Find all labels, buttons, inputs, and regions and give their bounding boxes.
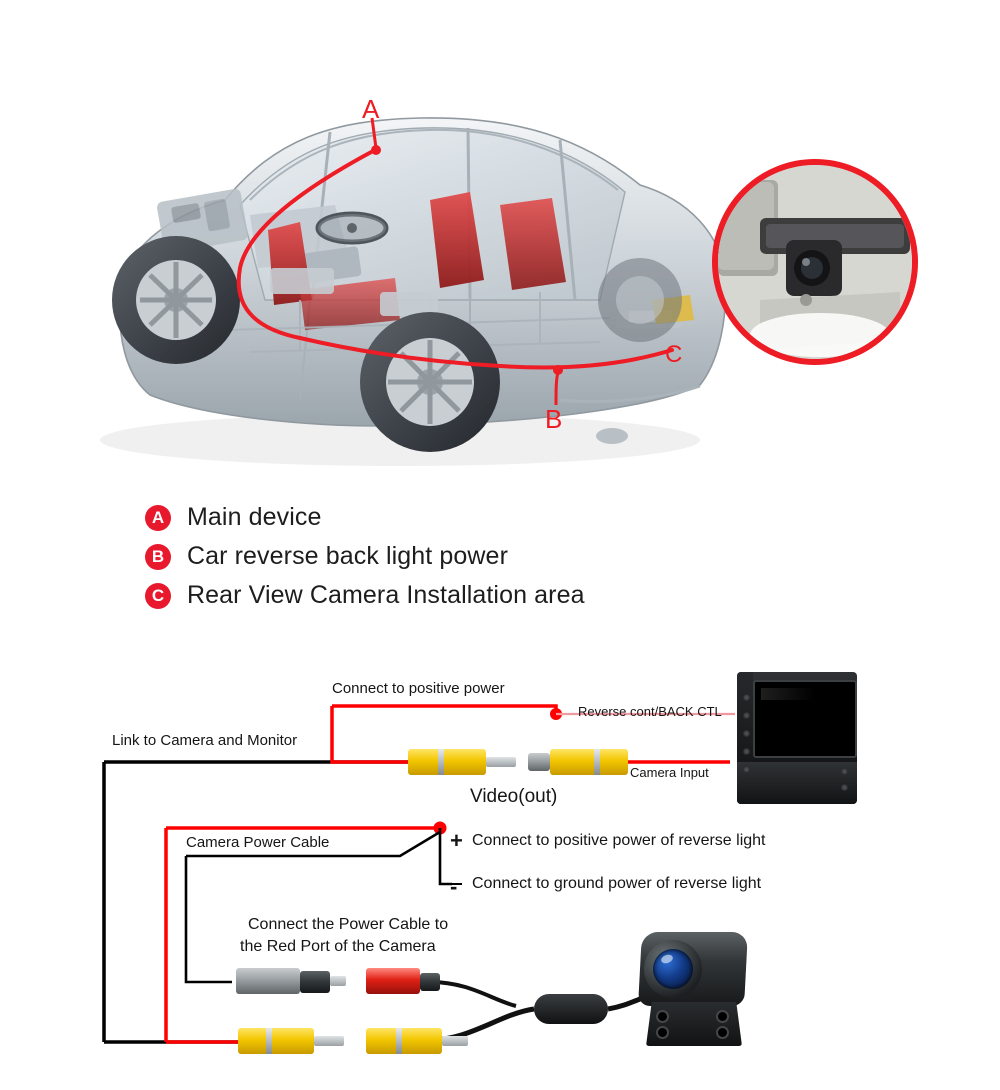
- legend-label-b: Car reverse back light power: [187, 542, 508, 570]
- rca-connector-bottom-left: [238, 1028, 348, 1056]
- label-connect-positive-reverse-light: Connect to positive power of reverse light: [472, 832, 766, 849]
- legend-badge-c: C: [145, 583, 171, 609]
- rca-connector-yellow-left: [408, 749, 518, 779]
- label-connect-positive-power: Connect to positive power: [332, 680, 505, 697]
- car-marker-a: A: [362, 94, 380, 124]
- legend-badge-b: B: [145, 544, 171, 570]
- label-connect-power-cable-line1: Connect the Power Cable to: [248, 916, 449, 933]
- label-reverse-control: Reverse cont/BACK CTL: [578, 704, 722, 719]
- camera-harness-module: [534, 994, 608, 1024]
- head-unit-screen: [753, 680, 857, 758]
- label-camera-input: Camera Input: [630, 765, 709, 780]
- legend-label-c: Rear View Camera Installation area: [187, 581, 585, 609]
- car-marker-c: C: [665, 341, 683, 368]
- rca-connector-bottom-right: [366, 1028, 476, 1056]
- label-video-out: Video(out): [470, 786, 558, 807]
- label-camera-power-cable: Camera Power Cable: [186, 834, 330, 851]
- rear-view-camera: [628, 928, 758, 1058]
- plus-sign: +: [450, 828, 463, 853]
- dc-jack-red: [366, 968, 440, 996]
- legend-badge-a: A: [145, 505, 171, 531]
- legend-label-a: Main device: [187, 503, 322, 531]
- label-link-camera-monitor: Link to Camera and Monitor: [112, 732, 298, 749]
- car-stereo-head-unit: [737, 672, 857, 804]
- minus-sign: -: [450, 874, 458, 899]
- rca-connector-yellow-right: [528, 749, 632, 779]
- label-connect-ground-reverse-light: Connect to ground power of reverse light: [472, 875, 762, 892]
- dc-plug-grey: [236, 968, 346, 996]
- car-marker-b: B: [545, 404, 563, 434]
- label-connect-power-cable-line2: the Red Port of the Camera: [240, 938, 436, 955]
